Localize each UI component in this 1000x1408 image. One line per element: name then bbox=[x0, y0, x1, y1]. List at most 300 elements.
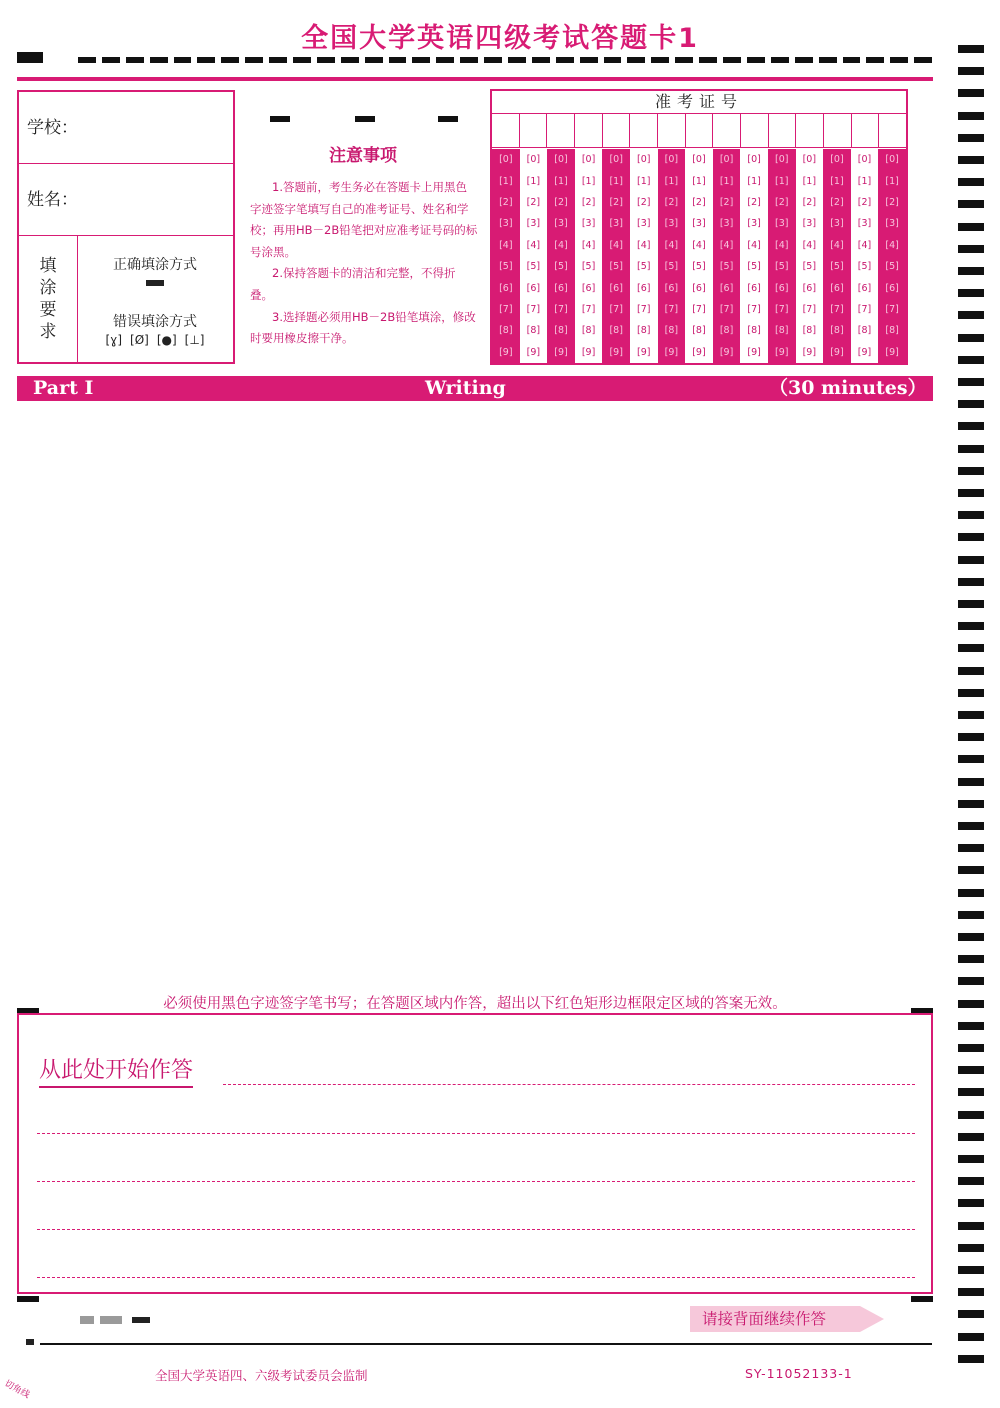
digit-bubble[interactable]: [9] bbox=[609, 346, 623, 358]
digit-bubble[interactable]: [3] bbox=[802, 218, 817, 230]
timing-mark bbox=[958, 1222, 984, 1230]
digit-bubble[interactable]: [6] bbox=[857, 282, 872, 294]
digit-bubble[interactable]: [9] bbox=[747, 346, 761, 358]
digit-bubble[interactable]: [6] bbox=[885, 282, 899, 294]
exam-number-write-cells[interactable] bbox=[492, 113, 906, 148]
digit-bubble[interactable]: [7] bbox=[802, 303, 817, 315]
exam-digit-column[interactable] bbox=[658, 149, 686, 363]
timing-mark bbox=[958, 467, 984, 475]
digit-bubble[interactable]: [8] bbox=[554, 325, 568, 337]
exam-number-title: 准考证号 bbox=[492, 91, 906, 114]
timing-mark bbox=[958, 556, 984, 564]
digit-bubble[interactable]: [6] bbox=[719, 282, 734, 294]
footer-mark bbox=[26, 1339, 34, 1345]
digit-bubble[interactable]: [2] bbox=[719, 196, 734, 208]
digit-bubble[interactable]: [8] bbox=[609, 325, 623, 337]
digit-bubble[interactable]: [2] bbox=[692, 196, 706, 208]
digit-bubble[interactable]: [1] bbox=[637, 175, 651, 187]
digit-bubble[interactable]: [7] bbox=[664, 303, 679, 315]
exam-number-bubble-grid[interactable] bbox=[492, 149, 906, 363]
digit-bubble[interactable]: [1] bbox=[664, 175, 679, 187]
timing-mark bbox=[958, 644, 984, 652]
timing-mark bbox=[958, 311, 984, 319]
digit-bubble[interactable]: [6] bbox=[637, 282, 651, 294]
exam-number-cell[interactable] bbox=[547, 113, 575, 147]
exam-number-cell[interactable] bbox=[520, 113, 548, 147]
digit-bubble[interactable]: [1] bbox=[857, 175, 872, 187]
timing-mark bbox=[958, 223, 984, 231]
digit-bubble[interactable]: [9] bbox=[526, 346, 541, 358]
exam-digit-column[interactable] bbox=[492, 149, 520, 363]
timing-mark bbox=[958, 1244, 984, 1252]
digit-bubble[interactable]: [4] bbox=[499, 239, 513, 251]
digit-bubble[interactable]: [1] bbox=[499, 175, 513, 187]
answer-line bbox=[37, 1133, 915, 1134]
timing-mark bbox=[958, 1133, 984, 1141]
digit-bubble[interactable]: [1] bbox=[802, 175, 817, 187]
timing-dash bbox=[508, 57, 526, 63]
digit-bubble[interactable]: [9] bbox=[499, 346, 513, 358]
digit-bubble[interactable]: [8] bbox=[885, 325, 899, 337]
timing-dash bbox=[174, 57, 192, 63]
timing-mark bbox=[958, 1310, 984, 1318]
right-timing-track bbox=[958, 45, 984, 1380]
exam-digit-column[interactable] bbox=[575, 149, 603, 363]
digit-bubble[interactable]: [5] bbox=[526, 261, 541, 273]
school-row[interactable] bbox=[19, 92, 233, 164]
digit-bubble[interactable]: [0] bbox=[747, 154, 761, 166]
digit-bubble[interactable]: [7] bbox=[554, 303, 568, 315]
header-rule bbox=[17, 77, 933, 81]
digit-bubble[interactable]: [1] bbox=[554, 175, 568, 187]
timing-dash bbox=[651, 57, 669, 63]
digit-bubble[interactable]: [2] bbox=[637, 196, 651, 208]
digit-bubble[interactable]: [2] bbox=[499, 196, 513, 208]
digit-bubble[interactable]: [3] bbox=[719, 218, 734, 230]
timing-mark bbox=[958, 156, 984, 164]
timing-dash bbox=[221, 57, 239, 63]
timing-mark bbox=[958, 955, 984, 963]
timing-mark bbox=[958, 112, 984, 120]
digit-bubble[interactable]: [6] bbox=[802, 282, 817, 294]
timing-mark bbox=[958, 733, 984, 741]
digit-bubble[interactable]: [6] bbox=[664, 282, 679, 294]
digit-bubble[interactable]: [9] bbox=[637, 346, 651, 358]
timing-mark bbox=[958, 289, 984, 297]
digit-bubble[interactable]: [2] bbox=[830, 196, 844, 208]
digit-bubble[interactable]: [5] bbox=[581, 261, 596, 273]
exam-number-cell[interactable] bbox=[879, 113, 906, 147]
timing-dash bbox=[627, 57, 645, 63]
exam-number-cell[interactable] bbox=[658, 113, 686, 147]
exam-number-cell[interactable] bbox=[603, 113, 631, 147]
school-label: 学校： bbox=[27, 118, 78, 138]
digit-bubble[interactable]: [3] bbox=[775, 218, 789, 230]
digit-bubble[interactable]: [9] bbox=[775, 346, 789, 358]
digit-bubble[interactable]: [5] bbox=[637, 261, 651, 273]
wrong-example: [●] bbox=[156, 333, 177, 347]
digit-bubble[interactable]: [5] bbox=[747, 261, 761, 273]
timing-mark bbox=[958, 356, 984, 364]
timing-mark bbox=[958, 1155, 984, 1163]
timing-dash bbox=[460, 57, 478, 63]
digit-bubble[interactable]: [5] bbox=[830, 261, 844, 273]
digit-bubble[interactable]: [1] bbox=[719, 175, 734, 187]
digit-bubble[interactable]: [2] bbox=[581, 196, 596, 208]
digit-bubble[interactable]: [9] bbox=[719, 346, 734, 358]
notice-item: 1.答题前，考生务必在答题卡上用黑色字迹签字笔填写自己的准考证号、姓名和学校；再用HB－2B铅笔把对应准考证号码的标号涂黑。 bbox=[250, 180, 478, 259]
exam-number-cell[interactable] bbox=[575, 113, 603, 147]
timing-mark bbox=[958, 445, 984, 453]
digit-bubble[interactable]: [1] bbox=[526, 175, 541, 187]
timing-mark bbox=[958, 1199, 984, 1207]
digit-bubble[interactable]: [1] bbox=[885, 175, 899, 187]
digit-bubble[interactable]: [0] bbox=[526, 154, 541, 166]
fill-req-char: 求 bbox=[39, 322, 57, 342]
digit-bubble[interactable]: [3] bbox=[747, 218, 761, 230]
fill-req-char: 要 bbox=[39, 300, 57, 320]
timing-dash bbox=[126, 57, 144, 63]
timing-dash bbox=[150, 57, 168, 63]
digit-bubble[interactable]: [8] bbox=[802, 325, 817, 337]
digit-bubble[interactable]: [0] bbox=[637, 154, 651, 166]
footer-mark bbox=[132, 1317, 150, 1323]
timing-dash bbox=[389, 57, 407, 63]
digit-bubble[interactable]: [3] bbox=[637, 218, 651, 230]
part-time: （30 minutes） bbox=[769, 377, 927, 399]
timing-mark bbox=[958, 911, 984, 919]
timing-dash bbox=[675, 57, 693, 63]
timing-mark bbox=[958, 689, 984, 697]
exam-digit-column[interactable] bbox=[823, 149, 851, 363]
digit-bubble[interactable]: [7] bbox=[719, 303, 734, 315]
digit-bubble[interactable]: [7] bbox=[885, 303, 899, 315]
exam-digit-column[interactable] bbox=[878, 149, 906, 363]
digit-bubble[interactable]: [0] bbox=[609, 154, 623, 166]
digit-bubble[interactable]: [3] bbox=[692, 218, 706, 230]
cut-line-label: 切角线 bbox=[2, 1379, 32, 1401]
digit-bubble[interactable]: [4] bbox=[554, 239, 568, 251]
digit-bubble[interactable]: [8] bbox=[830, 325, 844, 337]
digit-bubble[interactable]: [5] bbox=[499, 261, 513, 273]
timing-mark bbox=[958, 134, 984, 142]
digit-bubble[interactable]: [3] bbox=[581, 218, 596, 230]
exam-number-cell[interactable] bbox=[796, 113, 824, 147]
digit-bubble[interactable]: [0] bbox=[885, 154, 899, 166]
exam-digit-column[interactable] bbox=[685, 149, 713, 363]
continue-arrow-icon bbox=[860, 1306, 884, 1332]
exam-digit-column[interactable] bbox=[602, 149, 630, 363]
exam-digit-column[interactable] bbox=[768, 149, 796, 363]
timing-mark bbox=[958, 1288, 984, 1296]
alignment-block bbox=[17, 52, 43, 63]
exam-digit-column[interactable] bbox=[740, 149, 768, 363]
timing-dash bbox=[102, 57, 120, 63]
notice-marks bbox=[270, 116, 460, 122]
timing-mark bbox=[958, 711, 984, 719]
timing-dash bbox=[819, 57, 837, 63]
correct-fill-label: 正确填涂方式 bbox=[113, 257, 197, 273]
timing-dash bbox=[197, 57, 215, 63]
digit-bubble[interactable]: [8] bbox=[664, 325, 679, 337]
digit-bubble[interactable]: [8] bbox=[692, 325, 706, 337]
digit-bubble[interactable]: [3] bbox=[499, 218, 513, 230]
exam-number-cell[interactable] bbox=[769, 113, 797, 147]
digit-bubble[interactable]: [2] bbox=[775, 196, 789, 208]
timing-mark bbox=[958, 1333, 984, 1341]
digit-bubble[interactable]: [5] bbox=[885, 261, 899, 273]
digit-bubble[interactable]: [8] bbox=[581, 325, 596, 337]
digit-bubble[interactable]: [9] bbox=[664, 346, 679, 358]
digit-bubble[interactable]: [3] bbox=[609, 218, 623, 230]
answer-line bbox=[37, 1277, 915, 1278]
digit-bubble[interactable]: [2] bbox=[554, 196, 568, 208]
digit-bubble[interactable]: [8] bbox=[857, 325, 872, 337]
digit-bubble[interactable]: [7] bbox=[637, 303, 651, 315]
fill-req-char: 填 bbox=[39, 256, 57, 276]
answer-warning: 必须使用黑色字迹签字笔书写；在答题区域内作答，超出以下红色矩形边框限定区域的答案无效。 bbox=[163, 996, 787, 1012]
digit-bubble[interactable]: [2] bbox=[857, 196, 872, 208]
exam-digit-column[interactable] bbox=[520, 149, 548, 363]
digit-bubble[interactable]: [0] bbox=[719, 154, 734, 166]
sheet-title: 全国大学英语四级考试答题卡1 bbox=[301, 23, 699, 54]
timing-mark bbox=[958, 1066, 984, 1074]
continue-on-back-label: 请接背面继续作答 bbox=[690, 1306, 860, 1332]
answer-line bbox=[223, 1084, 915, 1085]
exam-digit-column[interactable] bbox=[713, 149, 741, 363]
digit-bubble[interactable]: [6] bbox=[692, 282, 706, 294]
timing-mark bbox=[958, 578, 984, 586]
timing-dash bbox=[604, 57, 622, 63]
timing-dash bbox=[436, 57, 454, 63]
timing-dash bbox=[412, 57, 430, 63]
digit-bubble[interactable]: [4] bbox=[581, 239, 596, 251]
answer-line bbox=[37, 1229, 915, 1230]
digit-bubble[interactable]: [7] bbox=[581, 303, 596, 315]
digit-bubble[interactable]: [8] bbox=[719, 325, 734, 337]
digit-bubble[interactable]: [4] bbox=[747, 239, 761, 251]
exam-number-cell[interactable] bbox=[852, 113, 880, 147]
digit-bubble[interactable]: [9] bbox=[857, 346, 872, 358]
digit-bubble[interactable]: [5] bbox=[664, 261, 679, 273]
digit-bubble[interactable]: [1] bbox=[609, 175, 623, 187]
digit-bubble[interactable]: [9] bbox=[885, 346, 899, 358]
exam-digit-column[interactable] bbox=[796, 149, 824, 363]
timing-dash bbox=[245, 57, 263, 63]
timing-dash bbox=[843, 57, 861, 63]
timing-mark bbox=[958, 600, 984, 608]
digit-bubble[interactable]: [9] bbox=[802, 346, 817, 358]
digit-bubble[interactable]: [7] bbox=[775, 303, 789, 315]
timing-mark bbox=[958, 511, 984, 519]
digit-bubble[interactable]: [8] bbox=[637, 325, 651, 337]
timing-mark bbox=[958, 1355, 984, 1363]
digit-bubble[interactable]: [4] bbox=[609, 239, 623, 251]
timing-mark bbox=[958, 933, 984, 941]
digit-bubble[interactable]: [5] bbox=[802, 261, 817, 273]
digit-bubble[interactable]: [4] bbox=[775, 239, 789, 251]
digit-bubble[interactable]: [1] bbox=[692, 175, 706, 187]
digit-bubble[interactable]: [4] bbox=[802, 239, 817, 251]
digit-bubble[interactable]: [4] bbox=[830, 239, 844, 251]
footer-mark bbox=[100, 1316, 122, 1324]
timing-dash bbox=[580, 57, 598, 63]
timing-mark bbox=[958, 822, 984, 830]
notice-item: 2.保持答题卡的清洁和完整，不得折叠。 bbox=[250, 266, 456, 302]
exam-digit-column[interactable] bbox=[630, 149, 658, 363]
candidate-info-box bbox=[17, 90, 235, 364]
digit-bubble[interactable]: [9] bbox=[692, 346, 706, 358]
timing-mark bbox=[958, 800, 984, 808]
digit-bubble[interactable]: [6] bbox=[747, 282, 761, 294]
digit-bubble[interactable]: [2] bbox=[885, 196, 899, 208]
supervisor-text: 全国大学英语四、六级考试委员会监制 bbox=[155, 1368, 368, 1383]
timing-mark bbox=[958, 1022, 984, 1030]
timing-mark bbox=[958, 667, 984, 675]
exam-digit-column[interactable] bbox=[851, 149, 879, 363]
digit-bubble[interactable]: [7] bbox=[499, 303, 513, 315]
timing-mark bbox=[958, 489, 984, 497]
digit-bubble[interactable]: [5] bbox=[775, 261, 789, 273]
timing-mark bbox=[958, 889, 984, 897]
wrong-example: [ɣ] bbox=[105, 333, 123, 347]
digit-bubble[interactable]: [7] bbox=[747, 303, 761, 315]
digit-bubble[interactable]: [9] bbox=[830, 346, 844, 358]
digit-bubble[interactable]: [2] bbox=[526, 196, 541, 208]
digit-bubble[interactable]: [0] bbox=[554, 154, 568, 166]
wrong-example: [Ø] bbox=[130, 333, 149, 347]
digit-bubble[interactable]: [3] bbox=[830, 218, 844, 230]
digit-bubble[interactable]: [1] bbox=[830, 175, 844, 187]
digit-bubble[interactable]: [7] bbox=[526, 303, 541, 315]
digit-bubble[interactable]: [2] bbox=[609, 196, 623, 208]
digit-bubble[interactable]: [4] bbox=[664, 239, 679, 251]
digit-bubble[interactable]: [7] bbox=[857, 303, 872, 315]
exam-number-cell[interactable] bbox=[713, 113, 741, 147]
digit-bubble[interactable]: [7] bbox=[609, 303, 623, 315]
digit-bubble[interactable]: [9] bbox=[554, 346, 568, 358]
exam-number-cell[interactable] bbox=[630, 113, 658, 147]
digit-bubble[interactable]: [0] bbox=[692, 154, 706, 166]
digit-bubble[interactable]: [3] bbox=[664, 218, 679, 230]
timing-mark bbox=[958, 1000, 984, 1008]
answer-start-label: 从此处开始作答 bbox=[39, 1053, 193, 1088]
digit-bubble[interactable]: [0] bbox=[857, 154, 872, 166]
digit-bubble[interactable]: [2] bbox=[747, 196, 761, 208]
digit-bubble[interactable]: [1] bbox=[747, 175, 761, 187]
notice-title: 注意事项 bbox=[329, 146, 397, 166]
digit-bubble[interactable]: [6] bbox=[581, 282, 596, 294]
timing-dash bbox=[78, 57, 96, 63]
digit-bubble[interactable]: [2] bbox=[802, 196, 817, 208]
digit-bubble[interactable]: [4] bbox=[857, 239, 872, 251]
digit-bubble[interactable]: [3] bbox=[857, 218, 872, 230]
timing-mark bbox=[958, 622, 984, 630]
digit-bubble[interactable]: [3] bbox=[554, 218, 568, 230]
digit-bubble[interactable]: [4] bbox=[637, 239, 651, 251]
digit-bubble[interactable]: [3] bbox=[526, 218, 541, 230]
top-timing-track bbox=[78, 57, 932, 63]
digit-bubble[interactable]: [1] bbox=[581, 175, 596, 187]
exam-number-cell[interactable] bbox=[686, 113, 714, 147]
wrong-fill-examples bbox=[77, 333, 233, 347]
exam-number-cell[interactable] bbox=[824, 113, 852, 147]
fill-examples bbox=[77, 236, 233, 362]
digit-bubble[interactable]: [0] bbox=[499, 154, 513, 166]
digit-bubble[interactable]: [0] bbox=[664, 154, 679, 166]
timing-mark bbox=[958, 1177, 984, 1185]
timing-mark bbox=[958, 755, 984, 763]
timing-mark bbox=[958, 245, 984, 253]
digit-bubble[interactable]: [0] bbox=[581, 154, 596, 166]
footer-mark bbox=[80, 1316, 94, 1324]
name-row[interactable] bbox=[19, 164, 233, 236]
timing-mark bbox=[958, 45, 984, 53]
digit-bubble[interactable]: [2] bbox=[664, 196, 679, 208]
digit-bubble[interactable]: [4] bbox=[526, 239, 541, 251]
digit-bubble[interactable]: [6] bbox=[775, 282, 789, 294]
digit-bubble[interactable]: [6] bbox=[830, 282, 844, 294]
digit-bubble[interactable]: [4] bbox=[719, 239, 734, 251]
digit-bubble[interactable]: [0] bbox=[775, 154, 789, 166]
digit-bubble[interactable]: [8] bbox=[526, 325, 541, 337]
digit-bubble[interactable]: [4] bbox=[885, 239, 899, 251]
digit-bubble[interactable]: [5] bbox=[692, 261, 706, 273]
exam-digit-column[interactable] bbox=[547, 149, 575, 363]
digit-bubble[interactable]: [3] bbox=[885, 218, 899, 230]
timing-dash bbox=[771, 57, 789, 63]
exam-number-cell[interactable] bbox=[741, 113, 769, 147]
digit-bubble[interactable]: [4] bbox=[692, 239, 706, 251]
digit-bubble[interactable]: [6] bbox=[609, 282, 623, 294]
notice-body bbox=[250, 177, 478, 350]
digit-bubble[interactable]: [5] bbox=[857, 261, 872, 273]
digit-bubble[interactable]: [5] bbox=[554, 261, 568, 273]
timing-dash bbox=[532, 57, 550, 63]
timing-mark bbox=[958, 89, 984, 97]
timing-dash bbox=[699, 57, 717, 63]
corner-mark bbox=[17, 1296, 39, 1302]
timing-mark bbox=[958, 1044, 984, 1052]
digit-bubble[interactable]: [7] bbox=[830, 303, 844, 315]
digit-bubble[interactable]: [8] bbox=[747, 325, 761, 337]
exam-number-cell[interactable] bbox=[492, 113, 520, 147]
exam-number-box bbox=[490, 89, 908, 365]
digit-bubble[interactable]: [5] bbox=[719, 261, 734, 273]
answer-area[interactable] bbox=[17, 1013, 933, 1294]
digit-bubble[interactable]: [5] bbox=[609, 261, 623, 273]
correct-fill-mark bbox=[146, 280, 164, 286]
timing-mark bbox=[958, 334, 984, 342]
answer-line bbox=[37, 1181, 915, 1182]
digit-bubble[interactable]: [8] bbox=[499, 325, 513, 337]
digit-bubble[interactable]: [7] bbox=[692, 303, 706, 315]
digit-bubble[interactable]: [6] bbox=[499, 282, 513, 294]
digit-bubble[interactable]: [6] bbox=[526, 282, 541, 294]
wrong-example: [⊥] bbox=[184, 333, 205, 347]
timing-dash bbox=[795, 57, 813, 63]
part-label: Part I bbox=[33, 377, 94, 399]
digit-bubble[interactable]: [0] bbox=[830, 154, 844, 166]
timing-mark bbox=[958, 778, 984, 786]
digit-bubble[interactable]: [0] bbox=[802, 154, 817, 166]
fill-requirement-label bbox=[19, 236, 78, 362]
digit-bubble[interactable]: [9] bbox=[581, 346, 596, 358]
timing-dash bbox=[747, 57, 765, 63]
digit-bubble[interactable]: [8] bbox=[775, 325, 789, 337]
digit-bubble[interactable]: [1] bbox=[775, 175, 789, 187]
digit-bubble[interactable]: [6] bbox=[554, 282, 568, 294]
